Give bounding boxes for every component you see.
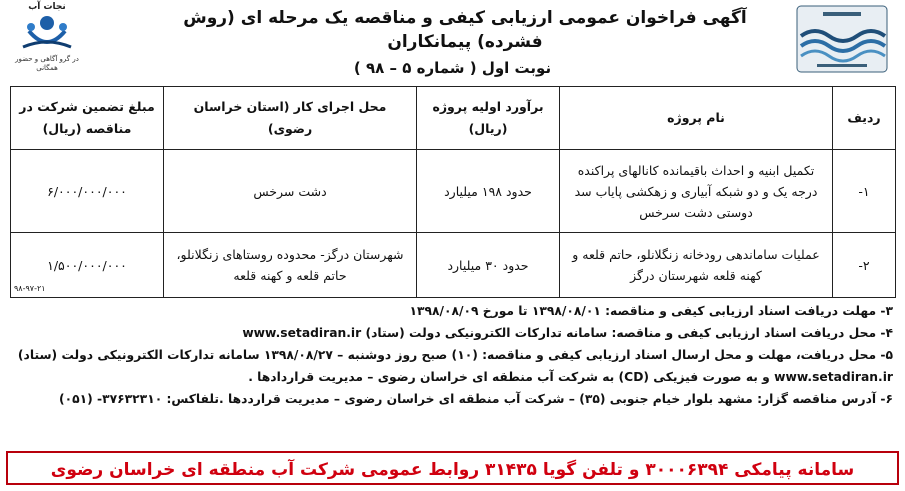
- cell-estimate: حدود ۱۹۸ میلیارد: [417, 150, 560, 233]
- cell-project: عملیات ساماندهی رودخانه زنگلانلو، حاتم قلعه و کهنه قلعه شهرستان درگز: [560, 233, 833, 298]
- header-estimate: برآورد اولیه پروژه (ریال): [417, 87, 560, 150]
- cell-guarantee: ۶/۰۰۰/۰۰۰/۰۰۰: [11, 150, 164, 233]
- cell-location: دشت سرخس: [164, 150, 417, 233]
- notice-title: آگهی فراخوان عمومی ارزیابی کیفی و مناقصه یک مرحله ای (روش فشرده) پیمانکاران: [183, 8, 747, 52]
- hands-water-icon: [17, 13, 77, 51]
- note-address: ۶- آدرس مناقصه گزار: مشهد بلوار خیام جنوبی (۳۵) – شرکت آب منطقه ای خراسان رضوی – مدیریت قرارددها .تلفاکس: ۳۷۶۳۲۳۱۰- (۰۵۱): [58, 392, 893, 406]
- contact-footer: سامانه پیامکی ۳۰۰۰۶۳۹۴ و تلفن گویا ۳۱۴۳۵ روابط عمومی شرکت آب منطقه ای خراسان رضوی: [6, 451, 899, 485]
- note-submission-cont: www.setadiran.ir و به صورت فیزیکی (CD) به شرکت آب منطقه ای خراسان رضوی – مدیریت قراردادها .: [248, 370, 893, 384]
- cell-estimate: حدود ۳۰ میلیارد: [417, 233, 560, 298]
- cell-project: تکمیل ابنیه و احداث باقیمانده کانالهای پراکنده درجه یک و دو شبکه آبیاری و زهکشی پایاب سد دوستی دشت سرخس: [560, 150, 833, 233]
- header-guarantee: مبلغ تضمین شرکت در مناقصه (ریال): [11, 87, 164, 150]
- notice-code: ۹۸-۹۷-۲۱: [14, 284, 46, 293]
- logo-slogan-text: در گرو آگاهی و حضور همگانی: [15, 55, 79, 72]
- cell-row-no: ۱-: [833, 150, 896, 233]
- note-document-source: ۴- محل دریافت اسناد ارزیابی کیفی و مناقصه: سامانه تدارکات الکترونیکی دولت (ستاد) www.setadiran.ir: [242, 326, 893, 340]
- company-logo: [787, 2, 895, 77]
- table-row: [11, 233, 896, 298]
- header-row-no: ردیف: [833, 87, 896, 150]
- notice-subtitle: نوبت اول ( شماره ۵ – ۹۸ ): [353, 59, 552, 77]
- water-waves-icon: [787, 2, 895, 77]
- table-row: [11, 150, 896, 233]
- table-header-row: [11, 87, 896, 150]
- cell-location: شهرستان درگز- محدوده روستاهای زنگلانلو، حاتم قلعه و کهنه قلعه: [164, 233, 417, 298]
- note-deadline: ۳- مهلت دریافت اسناد ارزیابی کیفی و مناقصه: ۱۳۹۸/۰۸/۰۱ تا مورخ ۱۳۹۸/۰۸/۰۹: [409, 304, 893, 318]
- water-campaign-logo: [8, 2, 86, 70]
- header-location: محل اجرای کار (استان خراسان رضوی): [164, 87, 417, 150]
- cell-row-no: ۲-: [833, 233, 896, 298]
- header-project: نام پروژه: [560, 87, 833, 150]
- note-submission: ۵- محل دریافت، مهلت و محل ارسال اسناد ارزیابی کیفی و مناقصه: (۱۰) صبح روز دوشنبه – ۱۳۹۸/۰۸/۲۷ سامانه تدارکات الکترونیکی دولت (ستاد): [17, 348, 893, 362]
- cell-guarantee: ۱/۵۰۰/۰۰۰/۰۰۰: [11, 233, 164, 298]
- logo-brand-text: نجات آب: [28, 2, 66, 12]
- notice-notes: [14, 300, 893, 410]
- projects-table: [10, 86, 896, 298]
